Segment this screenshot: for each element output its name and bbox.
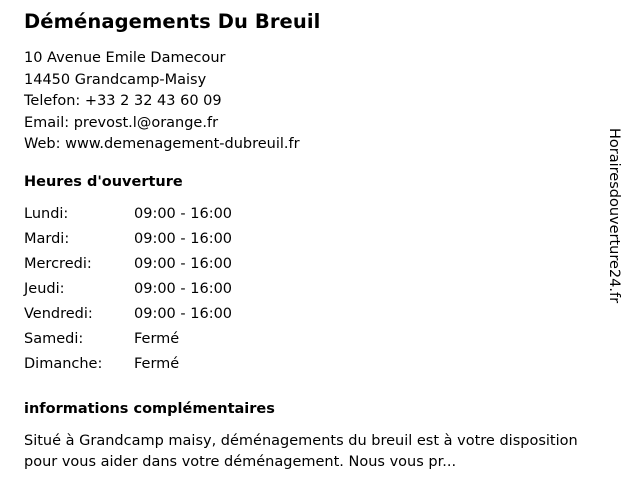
email-line: Email: prevost.l@orange.fr: [24, 114, 219, 131]
day-hours: Fermé: [134, 355, 180, 372]
page-title: Déménagements Du Breuil: [24, 10, 321, 33]
day-label: Dimanche:: [24, 355, 103, 372]
address-street: 10 Avenue Emile Damecour: [24, 50, 226, 67]
opening-hours-table: [24, 206, 294, 381]
day-label: Lundi:: [24, 205, 69, 222]
day-hours: Fermé: [134, 330, 180, 347]
day-hours: 09:00 - 16:00: [134, 255, 233, 272]
day-hours: 09:00 - 16:00: [134, 305, 233, 322]
day-hours: 09:00 - 16:00: [134, 230, 233, 247]
table-row: [24, 331, 294, 356]
opening-hours-heading: Heures d'ouverture: [24, 173, 183, 190]
phone-line: Telefon: +33 2 32 43 60 09: [24, 93, 222, 110]
table-row: [24, 206, 294, 231]
website-line: Web: www.demenagement-dubreuil.fr: [24, 136, 300, 153]
vertical-brand-watermark: [604, 128, 630, 388]
table-row: [24, 256, 294, 281]
day-label: Jeudi:: [24, 280, 65, 297]
day-hours: 09:00 - 16:00: [134, 205, 233, 222]
day-label: Samedi:: [24, 330, 84, 347]
additional-info-heading: informations complémentaires: [24, 400, 275, 417]
content-column: [24, 10, 594, 474]
additional-info-text: Situé à Grandcamp maisy, déménagements du breuil est à votre disposition pour vous aider dans votre déménagement. Nous vous pr...: [24, 432, 578, 471]
address-city: 14450 Grandcamp-Maisy: [24, 71, 207, 88]
table-row: [24, 231, 294, 256]
contact-block: [24, 48, 594, 156]
table-row: [24, 306, 294, 331]
day-label: Vendredi:: [24, 305, 93, 322]
table-row: [24, 281, 294, 306]
day-label: Mercredi:: [24, 255, 92, 272]
day-label: Mardi:: [24, 230, 70, 247]
table-row: [24, 356, 294, 381]
day-hours: 09:00 - 16:00: [134, 280, 233, 297]
vertical-brand-label: Horairesdouverture24.fr: [606, 128, 622, 304]
